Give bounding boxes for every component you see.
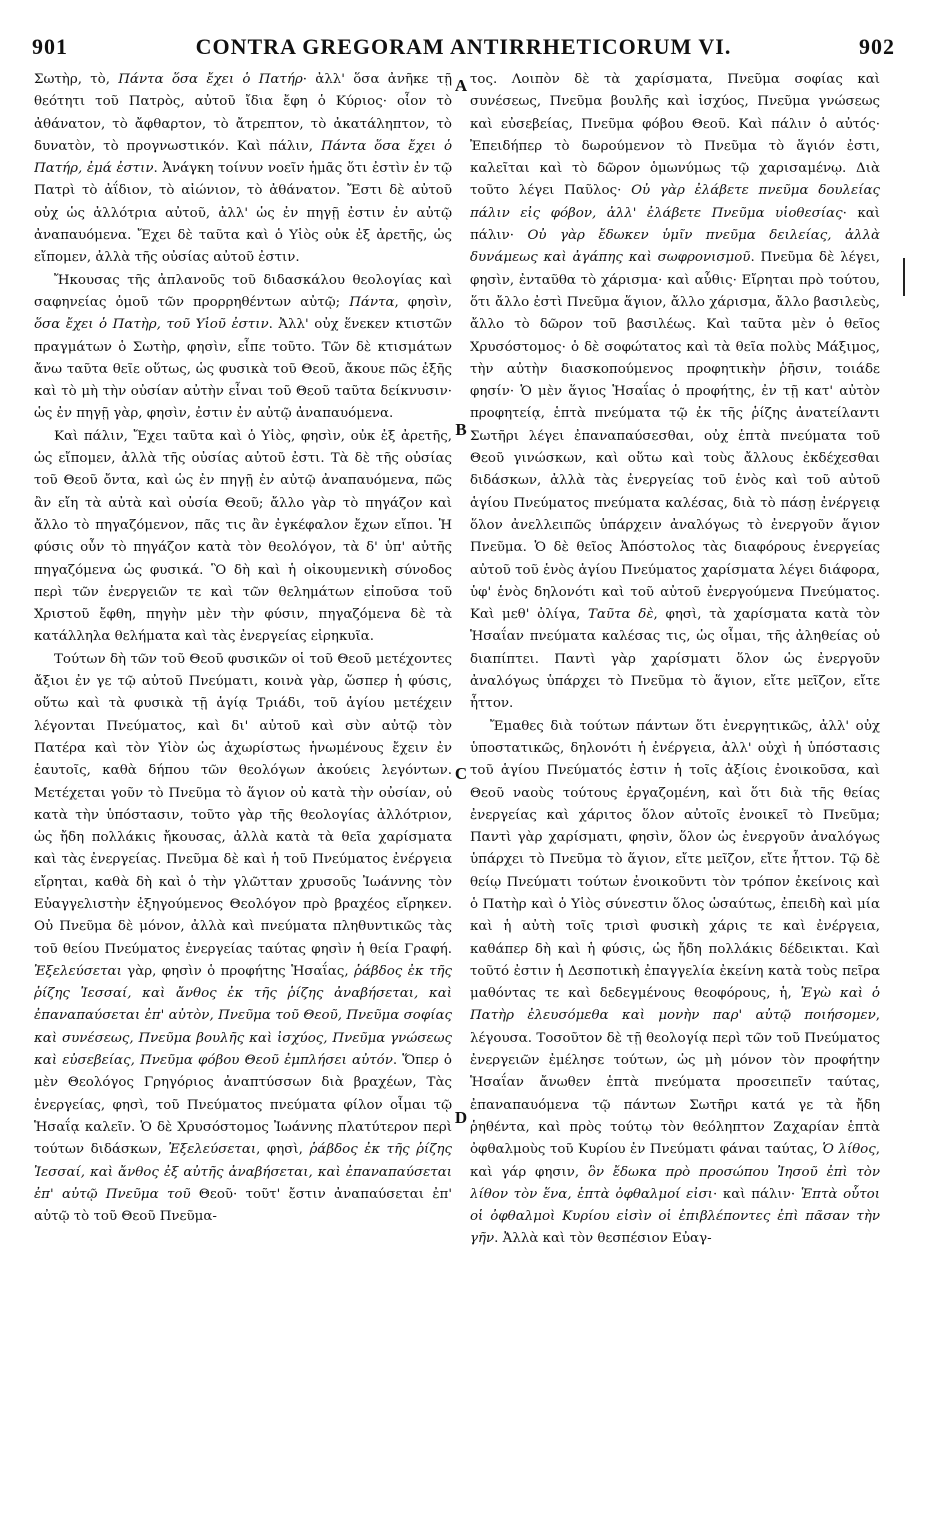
- italic-quotation: ῥάβδος ἐκ τῆς ῥίζης Ἰεσσαί, καὶ ἄνθος ἐξ αὐτῆς ἀναβήσεται, καὶ ἐπαναπαύσεται ἐπ' αὐτῷ Πνεῦμα τοῦ: [34, 1142, 452, 1202]
- text-run: Σωτὴρ, τὸ,: [34, 72, 119, 87]
- text-run: , καὶ γάρ φησιν,: [470, 1142, 880, 1180]
- italic-quotation: ὃν ἔδωκα πρὸ προσώπου Ἰησοῦ ἐπὶ τὸν λίθον τὸν ἕνα, ἑπτὰ ὀφθαλμοί εἰσι: [470, 1164, 880, 1202]
- text-run: Θεοῦ· τοῦτ' ἔστιν ἀναπαύσεται ἐπ' αὐτῷ τὸ τοῦ Θεοῦ Πνεῦμα-: [34, 1186, 452, 1225]
- left-column-paragraph: [34, 270, 452, 426]
- italic-quotation: Ἐγὼ καὶ ὁ Πατὴρ ἐλευσόμεθα καὶ μονὴν παρ' αὐτῷ ποιήσομεν: [470, 986, 880, 1024]
- left-column-paragraph: [34, 426, 452, 649]
- italic-quotation: Ὁ λίθος: [822, 1142, 876, 1158]
- text-run: · καὶ πάλιν·: [712, 1186, 801, 1202]
- running-title: CONTRA GREGORAM ANTIRRHETICORUM VI.: [195, 34, 732, 59]
- text-run: · ἀλλ' ὅσα ἀνῆκε τῇ θεότητι τοῦ Πατρὸς, αὐτοῦ ἴδια ἔφη ὁ Κύριος· οἷον τὸ ἀθάνατον, τὸ ἄφθαρτον, τὸ ἄτρεπτον, τὸ ἀκατάληπτον, τὸ δυνατὸν, τὸ προγνωστικόν. Καὶ πάλιν,: [34, 72, 452, 154]
- text-run: . Πνεῦμα δὲ λέγει, φησὶν, ἐνταῦθα τὸ χάρισμα· καὶ αὖθις· Εἴρηται πρὸ τούτου, ὅτι ἄλλο ἐστὶ Πνεῦμα ἅγιον, ἄλλο χάρισμα, ἄλλο βασιλεὺς, ἄλλο τὸ δῶρον τοῦ βασιλέως. Καὶ ταῦτα μὲν ὁ θεῖος Χρυσόστομος· ὁ δὲ σοφώτατος καὶ τὰ θεῖα πολὺς Μάξιμος, τὴν αὐτὴν διασκοπούμενος προφητικὴν ῥῆσιν, τοιάδε φησίν· Ὁ μὲν ἅγιος Ἡσαΐας ὁ προφήτης, ἐν τῇ κατ' αὐτὸν προφητείᾳ, ἑπτὰ πνεύματα τῷ ἐκ τῆς ῥίζης ἀνατείλαντι Σωτῆρι λέγει ἐπαναπαύσεσθαι, οὐχ ἑπτὰ πνεύματα τοῦ Θεοῦ γινώσκων, καὶ οὕτω καὶ τοὺς ἄλλους ἐκδέχεσθαι διδάσκων, ἀλλὰ τὰς ἐνεργείας τοῦ ἑνὸς καὶ τοῦ αὐτοῦ ἁγίου Πνεύματος πνεύματα καλέσας, διὰ τὸ πάσῃ ἐνέργειᾳ ὅλον ἀνελλειπῶς ὑπάρχειν ἀναλόγως τὸ ἐνεργοῦν ἅγιον Πνεῦμα. Ὁ δὲ θεῖος Ἀπόστολος τὰς διαφόρους ἐνεργείας αὐτοῦ τοῦ ἑνὸς ἁγίου Πνεύματος χαρίσματα λέγει διάφορα, ὑφ' ἑνὸς δηλονότι καὶ τοῦ αὐτοῦ ἐνεργούμενα Πνεύματος. Καὶ μεθ' ὀλίγα,: [470, 250, 880, 623]
- margin-marker-c: C: [454, 764, 468, 783]
- margin-marker-a: A: [454, 76, 468, 95]
- left-column-paragraph: [34, 649, 452, 1229]
- italic-quotation: Οὐ γὰρ ἐλάβετε πνεῦμα δουλείας πάλιν εἰς φόβον, ἀλλ' ἐλάβετε Πνεῦμα υἱοθεσίας: [470, 183, 880, 221]
- right-text-column: [470, 69, 880, 1519]
- italic-quotation: ῥάβδος ἐκ τῆς ῥίζης Ἰεσσαί, καὶ ἄνθος ἐκ τῆς ῥίζης ἀναβήσεται, καὶ ἐπαναπαύσεται ἐπ' αὐτὸν, Πνεῦμα τοῦ Θεοῦ, Πνεῦμα σοφίας καὶ συνέσεως, Πνεῦμα βουλῆς καὶ ἰσχύος, Πνεῦμα γνώσεως καὶ εὐσεβείας, Πνεῦμα φόβου Θεοῦ ἐμπλήσει αὐτόν: [34, 963, 452, 1069]
- page-number-left: 901: [32, 34, 68, 59]
- text-run: · καὶ πάλιν·: [470, 205, 880, 244]
- text-run: , φησὶν,: [394, 294, 452, 310]
- text-run: Καὶ πάλιν, Ἔχει ταῦτα καὶ ὁ Υἱὸς, φησὶν, οὐκ ἐξ ἀρετῆς, ὡς εἴπομεν, ἀλλὰ τῆς οὐσίας αὐτοῦ ἐστι. Τὰ δὲ τῆς οὐσίας τοῦ Θεοῦ ὄντα, καὶ ὡς ἐν πηγῇ ἐν αὐτῷ ἀναπαυόμενα, πῶς ἂν εἴη τὰ αὐτὰ καὶ οὐσία Θεοῦ; ἄλλο γὰρ τὸ πηγάζον καὶ ἄλλο τὸ πηγαζόμενον, πᾶς τις ἂν ἐγκέφαλον ἔχων εἴποι. Ἡ φύσις οὖν τὸ πηγάζον κατὰ τὸν θεολόγον, τὰ δ' ὑπ' αὐτῆς πηγαζόμενα ὡς φυσικά. Ὃ δὴ καὶ ἡ οἰκουμενικὴ σύνοδος περὶ τῶν ἐνεργειῶν τε καὶ τῶν θελημάτων εἰποῦσα τοῦ Χριστοῦ ἔφθη, πηγὴν μὲν τὴν φύσιν, πηγαζόμενα δὲ τὰ κατάλληλα θελήματα καὶ τὰς ἐνεργείας εἰρηκυῖα.: [34, 428, 452, 645]
- italic-quotation: Ἐξελεύσεται: [34, 963, 122, 979]
- italic-quotation: Πάντα: [349, 294, 395, 310]
- margin-marker-b: B: [455, 420, 467, 439]
- text-run: Τούτων δὴ τῶν τοῦ Θεοῦ φυσικῶν οἱ τοῦ Θεοῦ μετέχοντες ἄξιοι ἐν γε τῷ αὐτοῦ Πνεύματι, κοινὰ γὰρ, ὥσπερ ἡ φύσις, οὕτω καὶ τὰ φυσικὰ τῇ ἁγίᾳ Τριάδι, τοῦ ἁγίου μετέχειν λέγονται Πνεύματος, καὶ δι' αὐτοῦ καὶ σὺν αὐτῷ τὸν Πατέρα καὶ τὸν Υἱὸν ὡς ἀχωρίστως ἡνωμένους ἔχειν ἐν ἑαυτοῖς, καθὰ δήπου τῶν θεολόγων ἀκούεις λεγόντων. Μετέχεται γοῦν τὸ Πνεῦμα τὸ ἅγιον οὐ κατὰ τὴν οὐσίαν, οὐ κατὰ τὴν ὑπόστασιν, τοῦτο γὰρ τῆς θεολογίας ἀλλότριον, ὡς ἤδη πολλάκις ἤκουσας, ἀλλὰ κατὰ τὰ θεῖα χαρίσματα καὶ τὰς ἐνεργείας. Πνεῦμα δὲ καὶ ἡ τοῦ Πνεύματος ἐνέργεια εἴρηται, καθὰ δὴ καὶ ὁ τὴν γλῶτταν χρυσοῦς Ἰωάννης τὸν Εὐαγγελιστὴν ἐξηγούμενος Θεολόγον πρὸ βραχέος εἴρηκεν. Οὐ Πνεῦμα δὲ μόνον, ἀλλὰ καὶ πνεύματα πληθυντικῶς τὰς τοῦ θείου Πνεύματος ἐνεργείας ταύτας φησὶν ἡ θεία Γραφή.: [34, 651, 452, 957]
- margin-marker-d: D: [454, 1108, 468, 1127]
- page-header: [30, 28, 897, 62]
- italic-quotation: Οὐ γὰρ ἔδωκεν ὑμῖν πνεῦμα δειλείας, ἀλλὰ δυνάμεως καὶ ἀγάπης καὶ σωφρονισμοῦ: [470, 228, 880, 266]
- italic-quotation: Ἑπτὰ οὗτοι οἱ ὀφθαλμοὶ Κυρίου εἰσὶν οἱ ἐπιβλέποντες ἐπὶ πᾶσαν τὴν γῆν: [470, 1186, 880, 1247]
- text-run: Ἔμαθες διὰ τούτων πάντων ὅτι ἐνεργητικῶς, ἀλλ' οὐχ ὑποστατικῶς, δηλονότι ἡ ἐνέργεια, ἀλλ' οὐχὶ ἡ ὑπόστασις τοῦ ἁγίου Πνεύματός ἐστιν ἡ τοῖς ἀξίοις ἐνοικοῦσα, καὶ Θεοῦ ναοὺς τούτους ἐργαζομένη, καὶ ὅτι διὰ τῆς θείας ἐνεργείας καὶ χάριτος ὅλον αὐτοῖς ἐνοικεῖ τὸ Πνεῦμα; Παντὶ γὰρ χαρίσματι, φησὶν, ὅλον ὡς ἐνεργοῦν ἀναλόγως ὑπάρχει τὸ Πνεῦμα τὸ ἅγιον, εἴτε μεῖζον, εἴτε ἧττον. Τῷ δὲ θείῳ Πνεύματι τούτων ἐνοικοῦντι τὸν τρόπον ἐκείνοις καὶ ὁ Πατὴρ καὶ ὁ Υἱὸς σύνεστιν ὅλος ὡσαύτως, ἐπειδὴ καὶ μία καὶ ἡ αὐτὴ τοῖς τρισὶ φυσικὴ χάρις τε καὶ ἐνέργεια, καθάπερ δὴ καὶ ἡ φύσις, ὡς ἤδη πολλάκις δέδεικται. Καὶ τοῦτό ἐστιν ἡ Δεσποτικὴ ἐπαγγελία ἐκείνη κατὰ τοὺς πεῖρα μαθόντας τε καὶ δεδεγμένους θεοφόρους, ἡ,: [470, 718, 880, 1002]
- left-column-paragraph: [34, 69, 452, 270]
- text-run: , φησὶ,: [256, 1142, 310, 1158]
- right-column-paragraph: [470, 716, 880, 1251]
- text-run: . Ἀλλὰ καὶ τὸν θεσπέσιον Εὐαγ-: [494, 1231, 712, 1247]
- text-run: γὰρ, φησὶν ὁ προφήτης Ἡσαΐας,: [121, 963, 354, 979]
- text-run: , φησὶ, τὰ χαρίσματα κατὰ τὸν Ἡσαΐαν πνεύματα καλέσας τις, ὡς οἶμαι, τῆς ἀληθείας οὐ διαπίπτει. Παντὶ γὰρ χαρίσματι ὅλον ὡς ἐνεργοῦν ἀναλόγως ὑπάρχει τὸ Πνεῦμα τὸ ἅγιον, εἴτε μεῖζον, εἴτε ἧττον.: [470, 607, 880, 712]
- left-text-column: [34, 69, 452, 1519]
- italic-quotation: Πάντα ὅσα ἔχει ὁ Πατήρ, ἐμά ἐστιν: [34, 138, 452, 177]
- text-run: . Ὅπερ ὁ μὲν Θεολόγος Γρηγόριος ἀναπτύσσων διὰ βραχέων, Τὰς ἐνεργείας, φησὶ, τοῦ Πνεύματος πνεύματα φίλον οἶμαι τῷ Ἡσαΐᾳ καλεῖν. Ὁ δὲ Χρυσόστομος Ἰωάννης πλατύτερον περὶ τούτων διδάσκων,: [34, 1053, 452, 1158]
- text-run: τος. Λοιπὸν δὲ τὰ χαρίσματα, Πνεῦμα σοφίας καὶ συνέσεως, Πνεῦμα βουλῆς καὶ ἰσχύος, Πνεῦμα γνώσεως καὶ εὐσεβείας, Πνεῦμα φόβου Θεοῦ. Καὶ πάλιν ὁ αὐτός· Ἐπειδήπερ τὸ δωρούμενον τὸ Πνεῦμα τὸ ἅγιόν ἐστι, καλεῖται καὶ τὸ δῶρον ὁμωνύμως τῷ χαρισαμένῳ. Διὰ τοῦτο λέγει Παῦλος·: [470, 72, 880, 199]
- right-column-paragraph: [470, 69, 880, 716]
- margin-bracket-mark: [903, 258, 905, 296]
- text-run: Ἤκουσας τῆς ἀπλανοῦς τοῦ διδασκάλου θεολογίας καὶ σαφηνείας ὁμοῦ τῶν προρρηθέντων αὐτῷ;: [34, 272, 452, 310]
- italic-quotation: ὅσα ἔχει ὁ Πατὴρ, τοῦ Υἱοῦ ἐστιν: [34, 317, 269, 333]
- italic-quotation: Ταῦτα δὲ: [587, 607, 654, 623]
- italic-quotation: Πάντα ὅσα ἔχει ὁ Πατήρ: [118, 72, 303, 87]
- text-run: . Ἀλλ' οὐχ ἕνεκεν κτιστῶν πραγμάτων ὁ Σωτὴρ, φησὶν, εἶπε τοῦτο. Τῶν δὲ κτισμάτων ἄνω ταῦτα θεῖε οὕτως, ὡς φυσικὰ τοῦ Θεοῦ, ἄκουε πῶς ἐξῆς καὶ τὸ μὴ τὴν οὐσίαν αὐτὴν εἶναι τοῦ Θεοῦ ταῦτα δείκνυσιν· ὡς ἐν πηγῇ γὰρ, φησὶν, ἐστιν ἐν αὐτῷ ἀναπαυόμενα.: [34, 317, 452, 422]
- text-run: , λέγουσα. Τοσοῦτον δὲ τῇ θεολογίᾳ περὶ τῶν τοῦ Πνεύματος ἐνεργειῶν ἐμέλησε τούτων, ὡς μὴ μόνον τὸν προφήτην Ἡσαΐαν ἄνωθεν ἑπτὰ πνεύματα προσειπεῖν ταύτας, ἐπαναπαυόμενα τῷ πάντων Σωτῆρι κατά γε τὰ ἤδη ῥηθέντα, καὶ πρὸς τούτῳ τὸν θεόληπτον Ζαχαρίαν ἑπτὰ ὀφθαλμοὺς τοῦ Κυρίου ἐν Πνεύματι φάναι ταύτας,: [470, 1008, 880, 1158]
- page-number-right: 902: [859, 34, 895, 59]
- italic-quotation: Ἐξελεύσεται: [168, 1142, 257, 1158]
- text-run: . Ἀνάγκη τοίνυν νοεῖν ἡμᾶς ὅτι ἐστὶν ἐν τῷ Πατρὶ τὸ ἀΐδιον, τὸ αἰώνιον, τὸ ἀθάνατον. Ἔστι δὲ αὐτοῦ οὐχ ὡς ἀλλότρια αὐτοῦ, ἀλλ' ὡς ἐν πηγῇ ἐστιν ἐν αὐτῷ ἀναπαυόμενα. Ἔχει δὲ ταῦτα καὶ ὁ Υἱὸς οὐκ ἐξ ἀρετῆς, ὡς εἴπομεν, ἀλλὰ τῆς οὐσίας αὐτοῦ ἐστιν.: [34, 161, 452, 266]
